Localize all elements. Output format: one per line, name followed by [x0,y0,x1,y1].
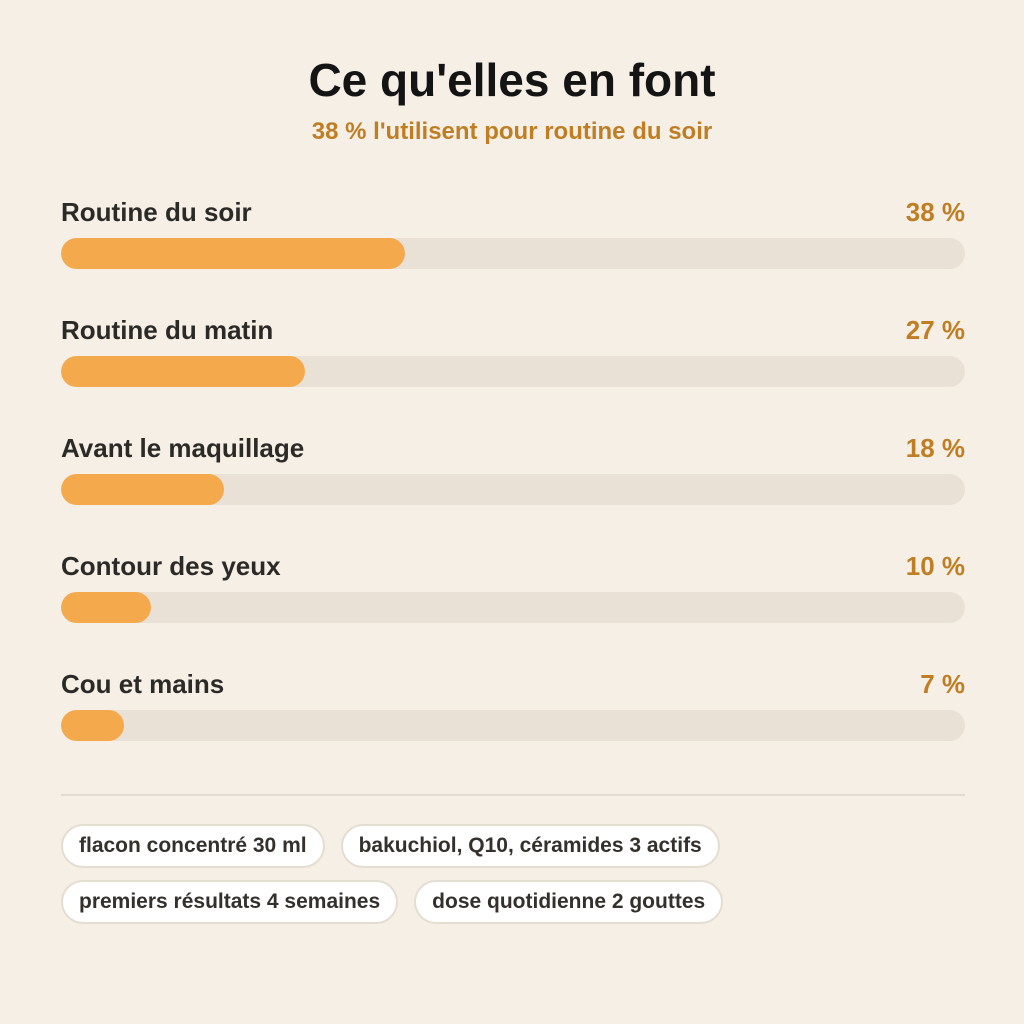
bar-fill [61,474,224,505]
chart-title: Ce qu'elles en font [308,54,716,106]
bar-fill [61,710,124,741]
divider [61,794,965,796]
bar-track [61,710,965,741]
bar-value-label: 27 % [905,315,965,345]
bar-row [61,428,965,546]
feature-tag: bakuchiol, Q10, céramides 3 actifs [341,824,720,868]
bar-track [61,356,965,387]
bar-row [61,310,965,428]
chart-subtitle: 38 % l'utilisent pour routine du soir [311,118,713,145]
bar-row [61,192,965,310]
bar-category-label: Routine du matin [61,315,274,345]
bar-category-label: Contour des yeux [61,551,281,581]
bar-category-label: Routine du soir [61,197,252,227]
feature-tag: dose quotidienne 2 gouttes [414,880,723,924]
bar-header [61,428,965,468]
bar-header [61,192,965,232]
bar-category-label: Cou et mains [61,669,225,699]
tag-row [61,824,981,868]
bar-value-label: 10 % [905,551,965,581]
bar-value-label: 38 % [905,197,965,227]
bar-row [61,546,965,664]
bar-value-label: 7 % [920,669,965,699]
bar-header [61,310,965,350]
tag-row [61,880,981,924]
bar-fill [61,356,305,387]
bar-track [61,474,965,505]
bar-fill [61,592,151,623]
bar-fill [61,238,405,269]
tag-list [61,824,981,936]
feature-tag: flacon concentré 30 ml [61,824,325,868]
bar-header [61,664,965,704]
bar-value-label: 18 % [905,433,965,463]
bar-row [61,664,965,782]
feature-tag: premiers résultats 4 semaines [61,880,398,924]
bar-category-label: Avant le maquillage [61,433,305,463]
bar-track [61,238,965,269]
bar-track [61,592,965,623]
bar-header [61,546,965,586]
bar-chart [61,192,965,782]
